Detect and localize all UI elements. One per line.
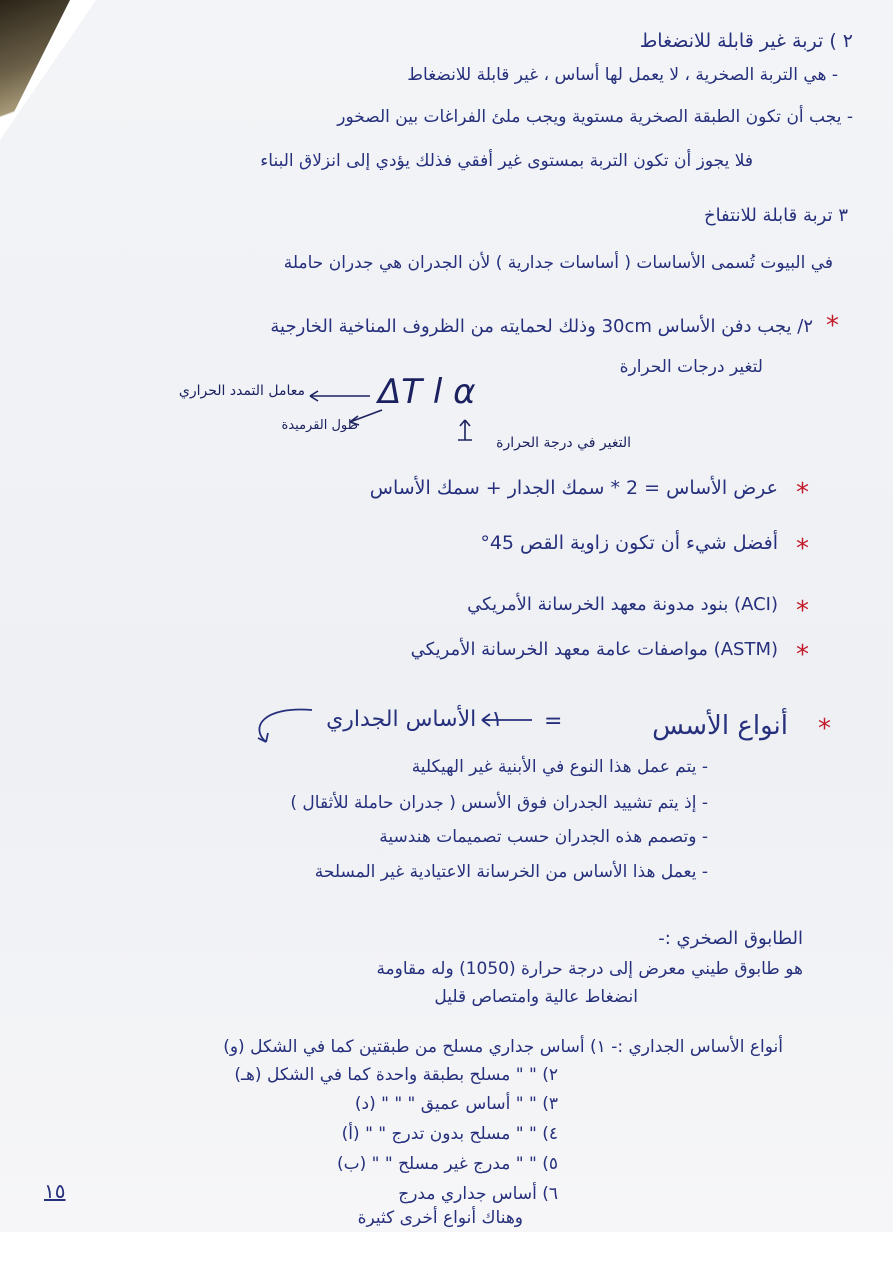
types-bullet-3: - وتصمم هذه الجدران حسب تصميمات هندسية (379, 827, 708, 847)
page-number: ١٥ (44, 1179, 66, 1203)
section3-number: ٣ (838, 205, 848, 226)
section2-heading: ٢ ) تربة غير قابلة للانضغاط (639, 30, 853, 52)
star-bullet-icon: * (826, 311, 839, 341)
section2-bullet-3: فلا يجوز أن تكون التربة بمستوى غير أفقي فذلك يؤدي إلى انزلاق البناء (260, 151, 753, 171)
brick-heading: الطابوق الصخري :- (658, 928, 803, 949)
length-label: طول القرميدة (281, 418, 358, 433)
types-bullet-4: - يعمل هذا الأساس من الخرسانة الاعتيادية غير المسلحة (314, 862, 708, 882)
fact-aci: (ACI) بنود مدونة معهد الخرسانة الأمريكي (467, 594, 778, 615)
svg-text:=: = (544, 709, 563, 734)
star-bullet-icon: * (796, 640, 809, 670)
wall-type-2: ٢) " " مسلح بطبقة واحدة كما في الشكل (هـ) (234, 1065, 558, 1085)
temp-change-label: التغير في درجة الحرارة (496, 435, 631, 451)
wall-type-3: ٣) " " أساس عميق " " " (د) (354, 1094, 558, 1114)
up-arrow-icon (450, 415, 480, 445)
star-bullet-icon: * (796, 596, 809, 626)
section2-bullet-1: - هي التربة الصخرية ، لا يعمل لها أساس ، غير قابلة للانضغاط (407, 65, 838, 85)
depth-rule-line2: لتغير درجات الحرارة (619, 357, 763, 377)
fact-width: عرض الأساس = 2 * سمك الجدار + سمك الأساس (369, 477, 778, 499)
wall-type-4: ٤) " " مسلح بدون تدرج " " (أ) (341, 1124, 558, 1144)
star-bullet-icon: * (796, 534, 809, 564)
types-bullet-1: - يتم عمل هذا النوع في الأبنية غير الهيكلية (411, 757, 708, 777)
star-bullet-icon: * (796, 478, 809, 508)
wall-types-heading: أنواع الأساس الجداري :- ١) أساس جداري مسلح من طبقتين كما في الشكل (و) (223, 1037, 783, 1057)
star-bullet-icon: * (818, 714, 831, 744)
wall-type-1: ١) أساس جداري مسلح من طبقتين كما في الشكل (و) (223, 1037, 606, 1057)
brick-line-2: انضغاط عالية وامتصاص قليل (434, 987, 638, 1007)
section2-number: ٢ (842, 30, 853, 52)
brick-line-1: هو طابوق طيني معرض إلى درجة حرارة (1050) وله مقاومة (376, 959, 803, 979)
wall-type-6: ٦) أساس جداري مدرج (398, 1184, 558, 1204)
section3-heading: ٣ تربة قابلة للانتفاخ (703, 205, 848, 226)
types-item-wall: ١- الأساس الجداري (326, 707, 503, 732)
fact-astm: (ASTM) مواصفات عامة معهد الخرسانة الأمريكي (410, 639, 778, 660)
wall-type-5: ٥) " " مدرج غير مسلح " " (ب) (336, 1154, 558, 1174)
section2-bullet-2: - يجب أن تكون الطبقة الصخرية مستوية ويجب ملئ الفراغات بين الصخور (337, 107, 853, 127)
wall-type-note: وهناك أنواع أخرى كثيرة (357, 1208, 523, 1228)
bottom-margin (0, 1232, 893, 1263)
depth-rule: ٢/ يجب دفن الأساس 30cm وذلك لحمايته من الظروف المناخية الخارجية (270, 316, 813, 337)
types-bullet-2: - إذ يتم تشييد الجدران فوق الأسس ( جدران حاملة للأثقال ) (290, 793, 708, 813)
section3-bullet-1: في البيوت تُسمى الأساسات ( أساسات جدارية ) لأن الجدران هي جدران حاملة (283, 253, 833, 273)
types-heading: أنواع الأسس (652, 711, 788, 741)
thermal-formula: ΔT l α (378, 372, 476, 412)
fact-angle: أفضل شيء أن تكون زاوية القص 45° (480, 532, 778, 554)
alpha-label: معامل التمدد الحراري (178, 383, 305, 399)
